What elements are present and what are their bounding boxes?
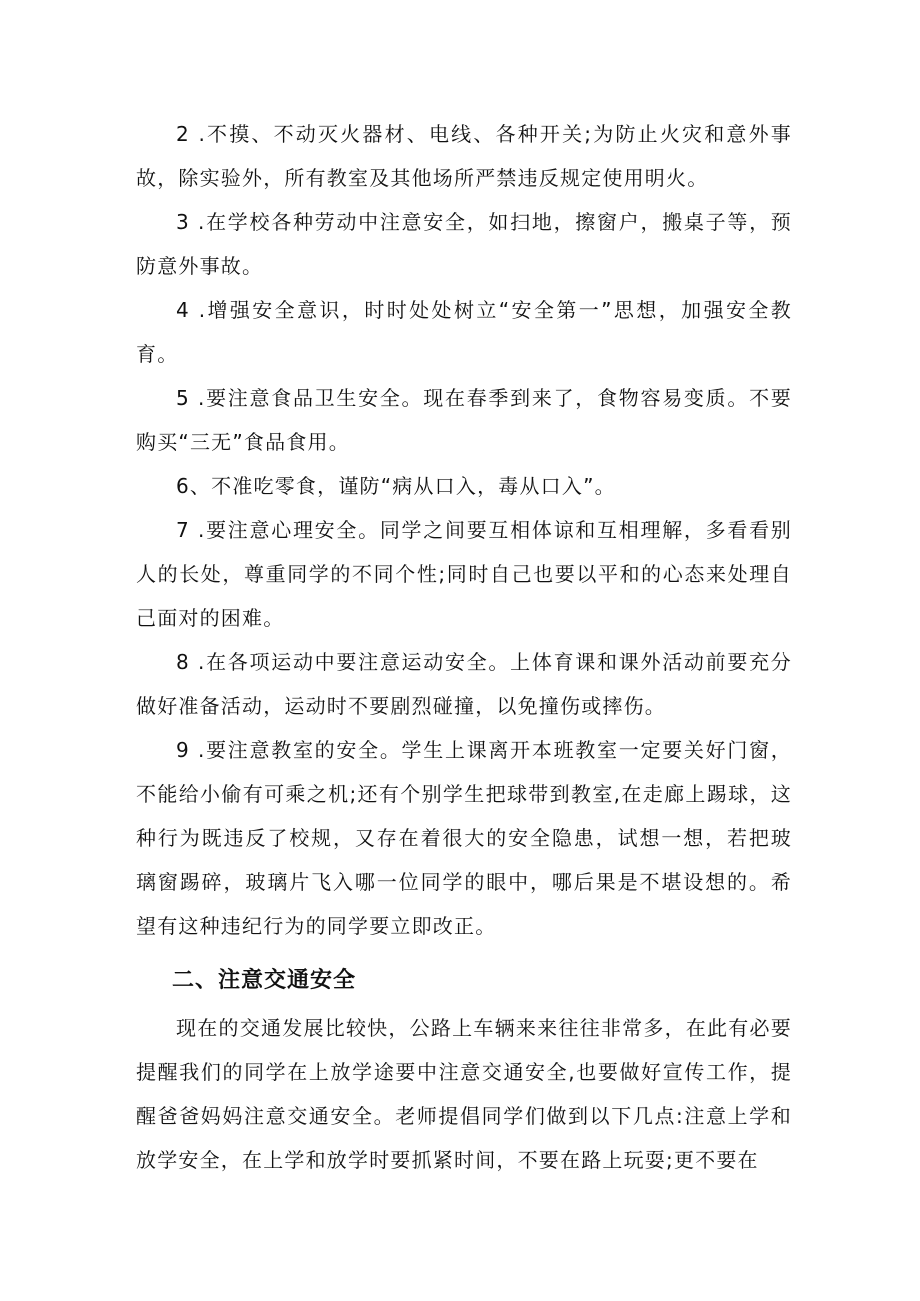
list-item-3: 3 .在学校各种劳动中注意安全，如扫地，擦窗户，搬桌子等，预防意外事故。 [136, 210, 792, 278]
section-heading: 二、注意交通安全 [172, 968, 357, 993]
list-item-2: 2 .不摸、不动灭火器材、电线、各种开关;为防止火灾和意外事故，除实验外，所有教室及其他场所严禁违反规定使用明火。 [136, 122, 792, 190]
list-item-6: 6、不准吃零食，谨防“病从口入，毒从口入”。 [176, 474, 616, 498]
list-item-4: 4 .增强安全意识，时时处处树立“安全第一”思想，加强安全教育。 [136, 298, 792, 366]
list-item-7: 7 .要注意心理安全。同学之间要互相体谅和互相理解，多看看别人的长处，尊重同学的不同个性;同时自己也要以平和的心态来处理自己面对的困难。 [136, 518, 792, 630]
section-paragraph: 现在的交通发展比较快，公路上车辆来来往往非常多，在此有必要提醒我们的同学在上放学途要中注意交通安全,也要做好宣传工作，提醒爸爸妈妈注意交通安全。老师提倡同学们做到以下几点:注意上学和放学安全，在上学和放学时要抓紧时间，不要在路上玩耍;更不要在 [136, 1016, 792, 1172]
list-item-9: 9 .要注意教室的安全。学生上课离开本班教室一定要关好门窗，不能给小偷有可乘之机;还有个别学生把球带到教室,在走廊上踢球，这种行为既违反了校规，又存在着很大的安全隐患，试想一想，若把玻璃窗踢碎，玻璃片飞入哪一位同学的眼中，哪后果是不堪设想的。希望有这种违纪行为的同学要立即改正。 [136, 738, 792, 938]
list-item-5: 5 .要注意食品卫生安全。现在春季到来了，食物容易变质。不要购买“三无”食品食用。 [136, 386, 792, 454]
list-item-8: 8 .在各项运动中要注意运动安全。上体育课和课外活动前要充分做好准备活动，运动时不要剧烈碰撞，以免撞伤或摔伤。 [136, 650, 792, 718]
document-page [136, 112, 792, 1182]
